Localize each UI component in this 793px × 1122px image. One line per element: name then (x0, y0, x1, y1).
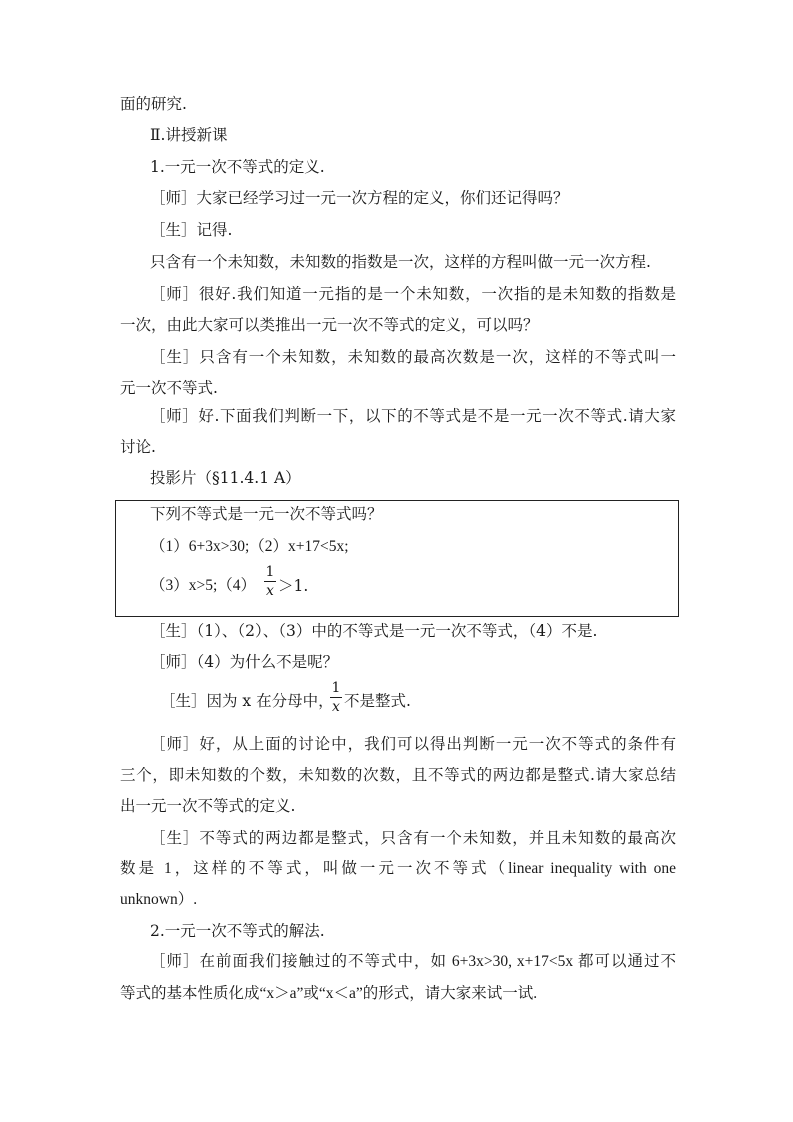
text-line: ［生］（1）、（2）、（3）中的不等式是一元一次不等式，（4）不是. (150, 622, 598, 640)
fraction-numerator: 1 (265, 564, 275, 580)
text-line: ［师］好.下面我们判断一下，以下的不等式是不是一元一次不等式.请大家 (150, 407, 676, 425)
slide-reference: 投影片（§11.4.1 A） (150, 469, 301, 487)
subsection-heading: 2.一元一次不等式的解法. (150, 922, 325, 940)
projection-box (115, 500, 679, 617)
fraction-denominator: x (266, 583, 274, 599)
fraction-bar (330, 697, 342, 698)
text-line: 讨论. (120, 438, 156, 456)
text-line: ［生］只含有一个未知数，未知数的最高次数是一次，这样的不等式叫一 (150, 348, 676, 366)
text-line: 只含有一个未知数，未知数的指数是一次，这样的方程叫做一元一次方程. (150, 253, 651, 271)
text-line: ［生］记得. (150, 221, 233, 239)
text-line: 面的研究. (120, 95, 187, 113)
box-items-4-suffix: ＞1. (278, 577, 309, 595)
box-question: 下列不等式是一元一次不等式吗？ (150, 505, 383, 523)
text-line-before-fraction: ［生］因为 x 在分母中， (160, 692, 334, 710)
fraction-denominator: x (332, 699, 340, 715)
box-items-3-prefix: （3）x>5;（4） (150, 577, 257, 594)
text-line: ［师］（4）为什么不是呢？ (150, 653, 339, 671)
fraction-one-over-x (264, 564, 276, 599)
text-line: ［师］大家已经学习过一元一次方程的定义，你们还记得吗？ (150, 189, 569, 207)
text-line: ［师］很好.我们知道一元指的是一个未知数，一次指的是未知数的指数是 (150, 285, 676, 303)
text-line: ［师］在前面我们接触过的不等式中，如 6+3x>30, x+17<5x 都可以通过不 (150, 953, 676, 970)
section-heading: Ⅱ.讲授新课 (150, 126, 228, 144)
fraction-bar (264, 581, 276, 582)
text-line: ［生］不等式的两边都是整式，只含有一个未知数，并且未知数的最高次 (150, 829, 676, 847)
text-line: 一次，由此大家可以类推出一元一次不等式的定义，可以吗？ (120, 316, 539, 334)
text-line: 元一次不等式. (120, 379, 218, 397)
text-line: 三个，即未知数的个数，未知数的次数，且不等式的两边都是整式.请大家总结 (120, 766, 676, 784)
text-line: 等式的基本性质化成“x＞a”或“x＜a”的形式，请大家来试一试. (120, 985, 538, 1002)
text-line: 出一元一次不等式的定义. (120, 797, 296, 815)
text-line: ［师］好，从上面的讨论中，我们可以得出判断一元一次不等式的条件有 (150, 735, 676, 753)
fraction-numerator: 1 (331, 680, 341, 696)
text-line: 数是 1，这样的不等式，叫做一元一次不等式（linear inequality with one (120, 860, 676, 877)
subsection-heading: 1.一元一次不等式的定义. (150, 158, 325, 176)
text-line: unknown）. (120, 891, 198, 908)
box-items-1-2: （1）6+3x>30;（2）x+17<5x; (150, 538, 349, 555)
fraction-one-over-x-inline (330, 680, 342, 715)
text-line-after-fraction: 不是整式. (344, 692, 411, 710)
